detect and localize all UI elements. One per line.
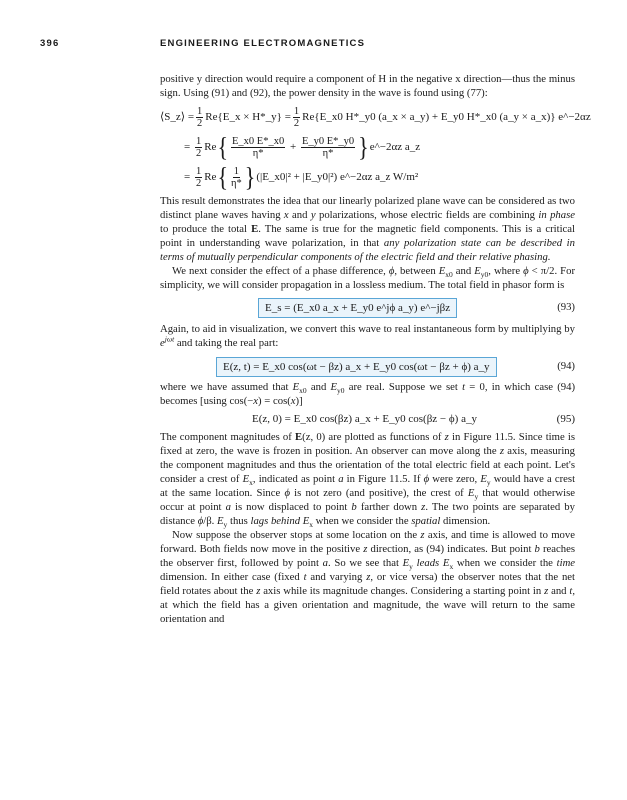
- poynting-equation-block: [160, 102, 591, 192]
- equation-95-label: (95): [556, 413, 575, 425]
- paragraph-component-magnitudes: The component magnitudes of E(z, 0) are plotted as functions of z in Figure 11.5. Since time is fixed at zero, the wave is frozen in position. An observer can move along the z axis, measuring the component magnitudes and thus the orientation of the total electric field at each point. Let's consider a crest of $E_x$, indicated as point a in Figure 11.5. If ϕ were zero, $E_y$ would have a crest at the same location. Since ϕ is not zero (and positive), the crest of $E_y$ that would otherwise occur at point a is now displaced to point b farther down z. The two points are separated by distance ϕ/β. $E_y$ thus lags behind $E_x$ when we consider the spatial dimension.: [160, 431, 576, 530]
- right-brace: }: [358, 130, 369, 162]
- paragraph-intro: positive y direction would require a component of H in the negative x direction—thus the minus sign. Using (91) and (92), the power density in the wave is found using (77):: [160, 73, 575, 99]
- poynting-line-1: [160, 102, 591, 132]
- poynting-line-2: = $\frac{1}{2}$ Re { $\frac{E\_x0 E*\_x0}{\eta*}$ + $\frac{E\_y0 E*\_y0}{\eta*}$ } e^−2αz a_z: [184, 130, 421, 162]
- ex-fraction: $\frac{E\_x0 E*\_x0}{\eta*}$: [232, 135, 285, 159]
- paragraph-phase-difference: We next consider the effect of a phase difference, ϕ, between $E_{x0}$ and $E_{y0}$, where ϕ < π/2. For simplicity, we will consider propagation in a lossless medium. The total field in phasor form is: [160, 265, 576, 291]
- equation-94-row: [160, 354, 575, 376]
- running-head: ENGINEERING ELECTROMAGNETICS: [160, 38, 366, 49]
- poynting-line-3: = $\frac{1}{2}$ Re { $\frac{1}{\eta*}$ } (|E_x0|² + |E_y0|²) e^−2αz a_z W/m²: [184, 160, 419, 192]
- paragraph-assume-real: where we have assumed that $E_{x0}$ and $E_{y0}$ are real. Suppose we set t = 0, in which case (94) becomes [using cos(−x) = cos(x)]: [160, 381, 576, 407]
- eq-lhs: ⟨S_z⟩ =: [160, 111, 195, 123]
- eq-mid: Re{E_x × H*_y} =: [205, 111, 291, 123]
- page-number: 396: [40, 38, 60, 49]
- page-body: [160, 72, 591, 626]
- right-brace: }: [244, 160, 256, 192]
- half-fraction: $\frac{1}{2}$: [197, 105, 203, 129]
- paragraph-in-phase: This result demonstrates the idea that our linearly polarized plane wave can be considered as two distinct plane waves having x and y polarizations, whose electric fields are combining in phase to produce the total E. The same is true for the magnetic field components. This is a critical point in understanding wave polarization, in that any polarization state can be described in terms of mutually perpendicular components of the electric field and their relative phasing.: [160, 195, 575, 263]
- half-fraction: $\frac{1}{2}$: [195, 135, 202, 159]
- half-fraction: $\frac{1}{2}$: [293, 105, 300, 129]
- equation-94-label: (94): [557, 360, 575, 372]
- half-fraction: $\frac{1}{2}$: [195, 165, 202, 189]
- ey-fraction: $\frac{E\_y0 E*\_y0}{\eta*}$: [301, 135, 355, 159]
- left-brace: {: [217, 160, 229, 192]
- equation-95-row: [160, 410, 575, 428]
- page-header: [40, 38, 600, 54]
- eta-fraction: $\frac{1}{\eta*}$: [231, 165, 242, 189]
- paragraph-instantaneous: Again, to aid in visualization, we convert this wave to real instantaneous form by multiplying by $e^{j\omega t}$ and taking the real part:: [160, 323, 575, 349]
- equation-93-row: [160, 296, 575, 318]
- left-brace: {: [217, 130, 229, 162]
- eq-rhs: Re{E_x0 H*_y0 (a_x × a_y) + E_y0 H*_x0 (a_y × a_x)} e^−2αz: [302, 111, 591, 123]
- equation-94: E(z, t) = E_x0 cos(ωt − βz) a_x + E_y0 cos(ωt − βz + ϕ) a_y: [216, 357, 497, 377]
- equation-93-label: (93): [557, 301, 575, 313]
- paragraph-observer: Now suppose the observer stops at some location on the z axis, and time is allowed to move forward. Both fields now move in the positive z direction, as (94) indicates. But point b reaches the observer first, followed by point a. So we see that $E_y$ leads $E_x$ when we consider the time dimension. In either case (fixed t and varying z, or vice versa) the observer notes that the net field rotates about the z axis while its magnitude changes. Considering a starting point in z and t, at which the field has a given orientation and magnitude, the wave will return to the same orientation and: [160, 529, 576, 625]
- equation-93: E_s = (E_x0 a_x + E_y0 e^jϕ a_y) e^−jβz: [258, 298, 457, 318]
- equation-95: E(z, 0) = E_x0 cos(βz) a_x + E_y0 cos(βz − ϕ) a_y: [252, 413, 477, 425]
